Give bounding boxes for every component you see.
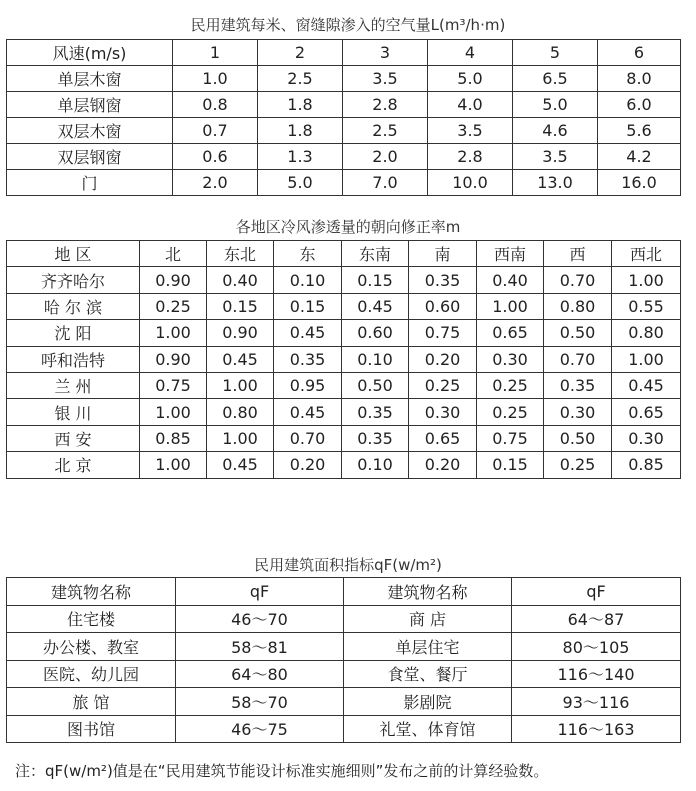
table-cell: 0.6 [173, 144, 258, 170]
table-cell: 0.45 [342, 293, 409, 319]
table-cell: 5.0 [513, 92, 598, 118]
table-cell: 0.90 [140, 267, 207, 293]
column-header: 建筑物名称 [7, 578, 176, 606]
table-cell: 0.20 [409, 452, 477, 478]
table-cell: 0.95 [274, 372, 342, 398]
table-cell: 0.15 [342, 267, 409, 293]
column-header: 6 [598, 40, 681, 66]
table-cell: 0.75 [477, 425, 544, 451]
table-cell: 0.20 [274, 452, 342, 478]
table-cell: 1.00 [612, 267, 681, 293]
column-header: 东 [274, 241, 342, 267]
table-cell: 0.35 [274, 346, 342, 372]
table-cell: 0.55 [612, 293, 681, 319]
table-cell: 0.15 [477, 452, 544, 478]
table-row [7, 688, 681, 716]
table-cell: 1.00 [207, 372, 274, 398]
table-cell: 4.6 [513, 118, 598, 144]
table-cell: 0.25 [140, 293, 207, 319]
table-cell: 0.45 [274, 320, 342, 346]
table-cell: 2.0 [343, 144, 428, 170]
table-cell: 0.35 [544, 372, 612, 398]
table-cell: 1.00 [140, 452, 207, 478]
table-cell: 0.75 [140, 372, 207, 398]
column-header: 北 [140, 241, 207, 267]
table-cell: 2.8 [343, 92, 428, 118]
table-cell: 0.45 [274, 399, 342, 425]
table-cell: 0.30 [409, 399, 477, 425]
column-header: 西南 [477, 241, 544, 267]
table-cell: 0.30 [612, 425, 681, 451]
table-cell: 影剧院 [344, 688, 512, 716]
table-cell: 7.0 [343, 170, 428, 196]
table-row [7, 452, 681, 478]
row-label-cell: 西 安 [7, 425, 140, 451]
table-cell: 1.00 [612, 346, 681, 372]
table-cell: 0.10 [342, 452, 409, 478]
table-cell: 0.80 [612, 320, 681, 346]
column-header: 4 [428, 40, 513, 66]
table-cell: 0.75 [409, 320, 477, 346]
orientation-table-title: 各地区冷风渗透量的朝向修正率m [235, 218, 461, 236]
table-cell: 0.70 [544, 267, 612, 293]
table-row [7, 293, 681, 319]
table-cell: 食堂、餐厅 [344, 660, 512, 688]
table-cell: 0.50 [544, 425, 612, 451]
column-header: 3 [343, 40, 428, 66]
table-cell: 礼堂、体育馆 [344, 715, 512, 743]
table-cell: 58～81 [176, 633, 344, 661]
table-cell: 0.45 [207, 346, 274, 372]
table-cell: 0.40 [477, 267, 544, 293]
row-label-cell: 哈 尔 滨 [7, 293, 140, 319]
table-cell: 1.00 [140, 399, 207, 425]
table-cell: 4.2 [598, 144, 681, 170]
table-cell: 0.70 [274, 425, 342, 451]
table-cell: 0.60 [342, 320, 409, 346]
table-cell: 1.3 [258, 144, 343, 170]
table-cell: 0.35 [409, 267, 477, 293]
table-cell: 1.8 [258, 92, 343, 118]
table-cell: 6.5 [513, 66, 598, 92]
table-cell: 1.00 [207, 425, 274, 451]
column-header: qF [512, 578, 681, 606]
table-row [7, 399, 681, 425]
table-cell: 0.80 [207, 399, 274, 425]
column-header: 建筑物名称 [344, 578, 512, 606]
table-cell: 0.30 [477, 346, 544, 372]
table-cell: 4.0 [428, 92, 513, 118]
column-header: qF [176, 578, 344, 606]
table-row [7, 320, 681, 346]
column-header: 东南 [342, 241, 409, 267]
table-cell: 46～75 [176, 715, 344, 743]
table-row [7, 66, 681, 92]
table-cell: 3.5 [513, 144, 598, 170]
table-cell: 5.6 [598, 118, 681, 144]
table-cell: 3.5 [428, 118, 513, 144]
table-cell: 商 店 [344, 605, 512, 633]
column-header: 5 [513, 40, 598, 66]
column-header: 1 [173, 40, 258, 66]
table-cell: 16.0 [598, 170, 681, 196]
table-cell: 2.0 [173, 170, 258, 196]
table-cell: 0.65 [409, 425, 477, 451]
table-cell: 1.0 [173, 66, 258, 92]
table-row [7, 605, 681, 633]
table-row [7, 267, 681, 293]
table-cell: 0.65 [612, 399, 681, 425]
row-label-cell: 银 川 [7, 399, 140, 425]
table-cell: 0.15 [274, 293, 342, 319]
table-cell: 0.50 [342, 372, 409, 398]
table-cell: 0.8 [173, 92, 258, 118]
header-row [7, 578, 681, 606]
table-cell: 0.15 [207, 293, 274, 319]
table-cell: 2.8 [428, 144, 513, 170]
table-cell: 58～70 [176, 688, 344, 716]
row-label-cell: 沈 阳 [7, 320, 140, 346]
table-cell: 5.0 [258, 170, 343, 196]
table-cell: 80～105 [512, 633, 681, 661]
footnote: 注：qF(w/m²)值是在“民用建筑节能设计标准实施细则”发布之前的计算经验数。 [15, 762, 549, 780]
column-header: 南 [409, 241, 477, 267]
area-index-table-title: 民用建筑面积指标qF(w/m²) [254, 556, 442, 574]
table-cell: 13.0 [513, 170, 598, 196]
table-cell: 0.10 [274, 267, 342, 293]
table-cell: 64～87 [512, 605, 681, 633]
table-cell: 0.25 [477, 372, 544, 398]
table-cell: 0.10 [342, 346, 409, 372]
table-row [7, 170, 681, 196]
table-cell: 0.30 [544, 399, 612, 425]
row-label-cell: 办公楼、教室 [7, 633, 176, 661]
table-cell: 8.0 [598, 66, 681, 92]
table-cell: 0.85 [140, 425, 207, 451]
table-cell: 1.00 [477, 293, 544, 319]
table-cell: 0.25 [409, 372, 477, 398]
table-cell: 1.00 [140, 320, 207, 346]
row-label-cell: 旅 馆 [7, 688, 176, 716]
column-header: 2 [258, 40, 343, 66]
table-row [7, 425, 681, 451]
row-label-cell: 双层木窗 [7, 118, 173, 144]
table-cell: 0.20 [409, 346, 477, 372]
table-cell: 46～70 [176, 605, 344, 633]
infiltration-table-title: 民用建筑每米、窗缝隙渗入的空气量L(m³/h·m) [190, 16, 506, 34]
table-cell: 0.80 [544, 293, 612, 319]
column-header: 东北 [207, 241, 274, 267]
table-cell: 3.5 [343, 66, 428, 92]
row-label-cell: 门 [7, 170, 173, 196]
table-cell: 0.40 [207, 267, 274, 293]
header-row [7, 40, 681, 66]
row-label-cell: 双层钢窗 [7, 144, 173, 170]
table-cell: 单层住宅 [344, 633, 512, 661]
table-row [7, 715, 681, 743]
table-cell: 64～80 [176, 660, 344, 688]
table-row [7, 372, 681, 398]
column-header: 风速(m/s) [7, 40, 173, 66]
column-header: 西 [544, 241, 612, 267]
table-cell: 0.60 [409, 293, 477, 319]
table-cell: 10.0 [428, 170, 513, 196]
table-cell: 5.0 [428, 66, 513, 92]
table-row [7, 633, 681, 661]
table-cell: 0.35 [342, 399, 409, 425]
table-row [7, 144, 681, 170]
column-header: 地 区 [7, 241, 140, 267]
table-cell: 0.25 [544, 452, 612, 478]
table-cell: 0.65 [477, 320, 544, 346]
table-cell: 0.7 [173, 118, 258, 144]
table-cell: 2.5 [258, 66, 343, 92]
row-label-cell: 图书馆 [7, 715, 176, 743]
table-cell: 0.50 [544, 320, 612, 346]
row-label-cell: 单层木窗 [7, 66, 173, 92]
row-label-cell: 呼和浩特 [7, 346, 140, 372]
row-label-cell: 北 京 [7, 452, 140, 478]
table-cell: 1.8 [258, 118, 343, 144]
table-cell: 0.45 [207, 452, 274, 478]
row-label-cell: 兰 州 [7, 372, 140, 398]
header-row [7, 241, 681, 267]
table-row [7, 346, 681, 372]
table-cell: 0.90 [140, 346, 207, 372]
column-header: 西北 [612, 241, 681, 267]
table-cell: 2.5 [343, 118, 428, 144]
table-cell: 0.90 [207, 320, 274, 346]
row-label-cell: 齐齐哈尔 [7, 267, 140, 293]
table-row [7, 92, 681, 118]
infiltration-table [6, 39, 681, 196]
table-cell: 0.25 [477, 399, 544, 425]
row-label-cell: 住宅楼 [7, 605, 176, 633]
area-index-table [6, 577, 681, 743]
table-row [7, 660, 681, 688]
table-cell: 0.85 [612, 452, 681, 478]
table-cell: 6.0 [598, 92, 681, 118]
table-cell: 0.35 [342, 425, 409, 451]
table-cell: 0.45 [612, 372, 681, 398]
orientation-table [6, 240, 681, 479]
table-cell: 116～163 [512, 715, 681, 743]
table-cell: 116～140 [512, 660, 681, 688]
table-row [7, 118, 681, 144]
row-label-cell: 医院、幼儿园 [7, 660, 176, 688]
table-cell: 93～116 [512, 688, 681, 716]
table-cell: 0.70 [544, 346, 612, 372]
row-label-cell: 单层钢窗 [7, 92, 173, 118]
